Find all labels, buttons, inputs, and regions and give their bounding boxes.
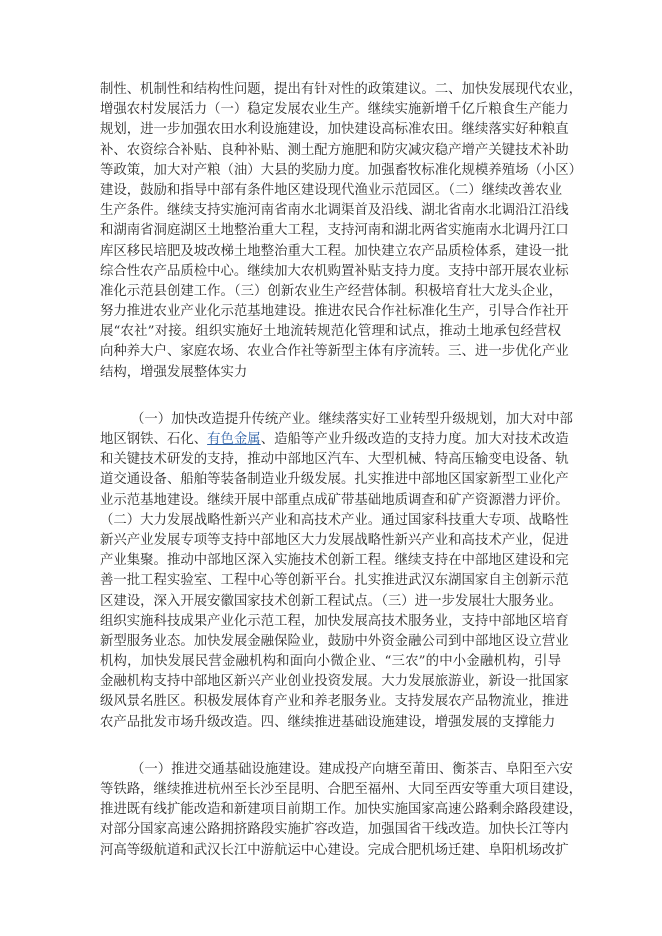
text-line: 和关键技术研发的支持，推动中部地区汽车、大型机械、特高压输变电设备、轨: [100, 452, 569, 468]
text-line: 向种养大户、家庭农场、农业合作社等新型主体有序流转。三、进一步优化产业: [100, 344, 569, 360]
text-line: 结构，增强发展整体实力: [100, 364, 248, 380]
document-page: [100, 80, 583, 888]
text-line: 准化示范县创建工作。（三）创新农业生产经营体制。积极培育壮大龙头企业，: [100, 283, 562, 299]
text-segment: 、造船等产业升级改造的支持力度。加大对技术改造: [260, 432, 569, 447]
text-line: 制性、机制性和结构性问题，提出有针对性的政策建议。二、加快发展现代农业，: [100, 82, 583, 97]
paragraph-infrastructure: [100, 760, 583, 861]
paragraph-industry: [100, 410, 573, 733]
text-line: 规划，进一步加强农田水利设施建设，加快建设高标准农田。继续落实好种粮直: [100, 122, 569, 138]
text-line: （一）加快改造提升传统产业。继续落实好工业转型升级规划，加大对中部: [131, 411, 573, 427]
text-line: 业示范基地建设。继续开展中部重点成矿带基础地质调查和矿产资源潜力评价。: [100, 492, 569, 508]
text-line: 产业集聚。推动中部地区深入实施技术创新工程。继续支持在中部地区建设和完: [100, 553, 569, 569]
nonferrous-metals-link[interactable]: 有色金属: [207, 432, 261, 447]
text-line: 新兴产业发展专项等支持中部地区大力发展战略性新兴产业和高技术产业，促进: [100, 532, 569, 548]
text-line: 综合性农产品质检中心。继续加大农机购置补贴支持力度。支持中部开展农业标: [100, 263, 569, 279]
text-line: （一）推进交通基础设施建设。建成投产向塘至莆田、衡茶吉、阜阳至六安: [131, 761, 573, 777]
text-line: 善一批工程实验室、工程中心等创新平台。扎实推进武汉东湖国家自主创新示范: [100, 573, 569, 589]
text-line: 农产品批发市场升级改造。四、继续推进基础设施建设，增强发展的支撑能力: [100, 714, 556, 730]
text-line: 库区移民培肥及坡改梯土地整治重大工程。加快建立农产品质检体系，建设一批: [100, 243, 569, 259]
text-line: 级风景名胜区。积极发展体育产业和养老服务业。支持发展农产品物流业，推进: [100, 694, 569, 710]
text-segment: 地区钢铁、石化、: [100, 432, 208, 447]
text-line: 推进既有线扩能改造和新建项目前期工作。加快实施国家高速公路剩余路段建设，: [100, 802, 583, 818]
text-line: 补、农资综合补贴、良种补贴、测土配方施肥和防灾减灾稳产增产关键技术补助: [100, 142, 569, 158]
text-line: 新型服务业态。加快发展金融保险业，鼓励中外资金融公司到中部地区设立营业: [100, 633, 569, 649]
text-line: 等铁路，继续推进杭州至长沙至昆明、合肥至福州、大同至西安等重大项目建设，: [100, 782, 583, 797]
text-line: 机构，加快发展民营金融机构和面向小微企业、“三农”的中小金融机构，引导: [100, 654, 561, 670]
text-line: （二）大力发展战略性新兴产业和高技术产业。通过国家科技重大专项、战略性: [100, 512, 569, 528]
text-line: 努力推进农业产业化示范基地建设。推进农民合作社标准化生产，引导合作社开: [100, 304, 569, 320]
text-line: 等政策，加大对产粮（油）大县的奖励力度。加强畜牧标准化规模养殖场（小区）: [100, 162, 583, 178]
text-line: 对部分国家高速公路拥挤路段实施扩容改造，加强国省干线改造。加快长江等内: [100, 822, 569, 838]
text-line: 展“农社”对接。组织实施好土地流转规范化管理和试点，推动土地承包经营权: [100, 324, 561, 340]
text-line: 金融机构支持中部地区新兴产业创业投资发展。大力发展旅游业，新设一批国家: [100, 674, 569, 690]
text-line: 组织实施科技成果产业化示范工程，加快发展高技术服务业，支持中部地区培育: [100, 613, 569, 629]
text-line: 和湖南省洞庭湖区土地整治重大工程，支持河南和湖北两省实施南水北调丹江口: [100, 223, 569, 239]
text-line: 增强农村发展活力（一）稳定发展农业生产。继续实施新增千亿斤粮食生产能力: [100, 102, 569, 118]
text-line: [100, 430, 569, 450]
text-line: 河高等级航道和武汉长江中游航运中心建设。完成合肥机场迁建、阜阳机场改扩: [100, 842, 569, 858]
text-line: 生产条件。继续支持实施河南省南水北调渠首及沿线、湖北省南水北调沿江沿线: [100, 203, 569, 219]
paragraph-agriculture: [100, 80, 583, 383]
text-line: 建设，鼓励和指导中部有条件地区建设现代渔业示范园区。（二）继续改善农业: [100, 182, 562, 198]
text-line: 道交通设备、船舶等装备制造业升级发展。扎实推进中部地区国家新型工业化产: [100, 472, 569, 488]
text-line: 区建设，深入开展安徽国家技术创新工程试点。（三）进一步发展壮大服务业。: [100, 593, 562, 609]
